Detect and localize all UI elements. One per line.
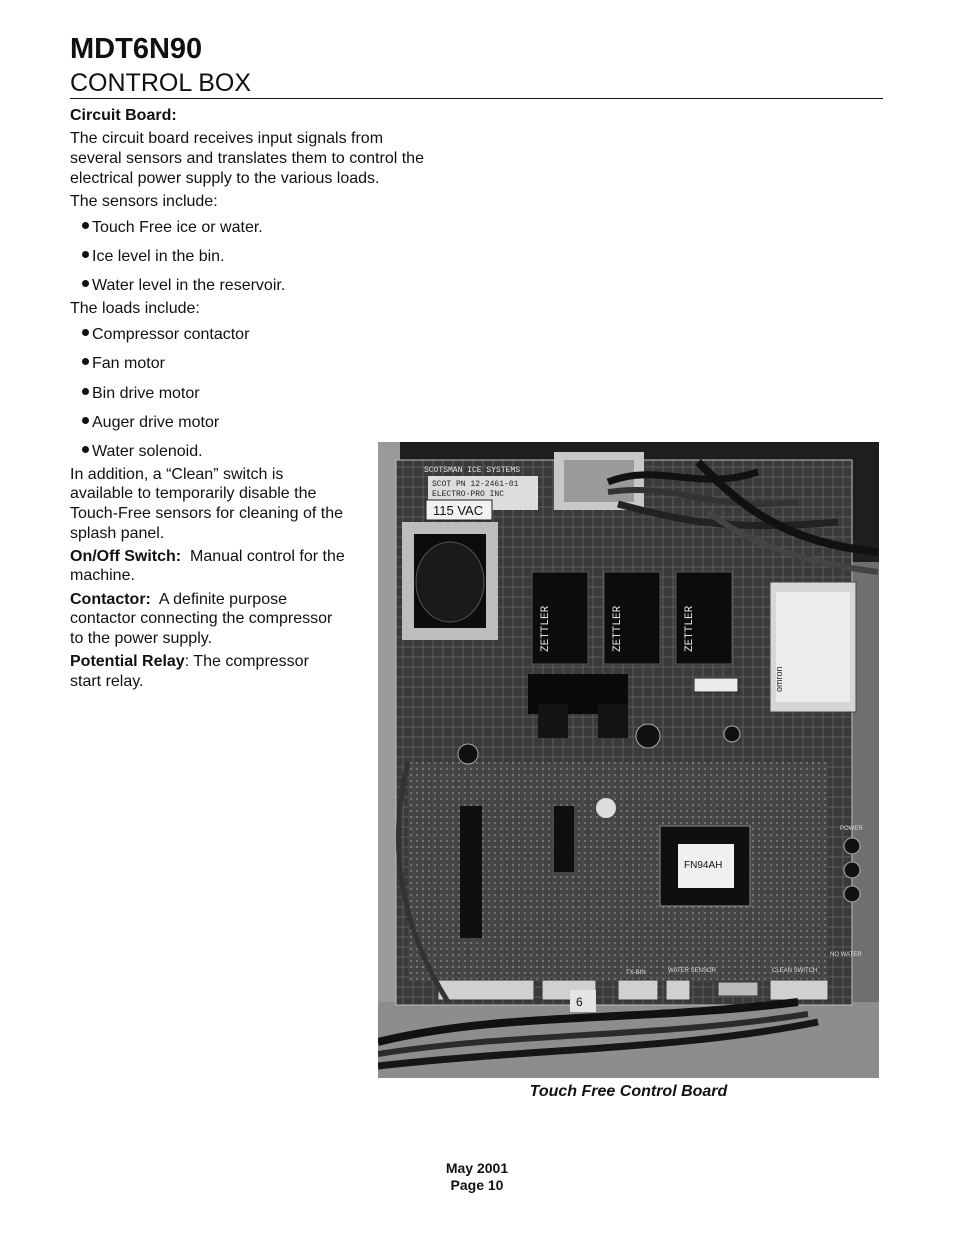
relay2-brand: ZETTLER: [612, 605, 624, 652]
no-water-label: NO WATER: [830, 952, 862, 958]
bullet-icon: [82, 251, 89, 258]
circuit-board-text-line: several sensors and translates them to control the: [70, 150, 424, 167]
relay-line: Potential Relay: The compressor: [70, 653, 309, 670]
sensor-item: Touch Free ice or water.: [82, 218, 263, 238]
contactor-line: to the power supply.: [70, 630, 213, 647]
chip-label: FN94AH: [684, 860, 723, 871]
relay-line: start relay.: [70, 673, 144, 690]
contactor-label: Contactor:: [70, 591, 151, 608]
page-title: MDT6N90: [70, 33, 203, 65]
load-item: Compressor contactor: [82, 325, 249, 345]
footer-date: May 2001: [445, 1160, 509, 1176]
sensor-item: Ice level in the bin.: [82, 247, 225, 267]
clean-text-line: available to temporarily disable the: [70, 485, 317, 502]
title-rule: [70, 98, 883, 99]
relay3-brand: ZETTLER: [684, 605, 696, 652]
load-item: Water solenoid.: [82, 442, 203, 462]
page-footer: [377, 1160, 577, 1194]
photo-caption: Touch Free Control Board: [529, 1083, 728, 1100]
circuit-board-text-line: The circuit board receives input signals from: [70, 130, 384, 147]
bullet-icon: [82, 358, 89, 365]
sensors-intro: The sensors include:: [70, 193, 218, 210]
circuit-board-heading: Circuit Board:: [70, 107, 177, 124]
control-board-photo: [378, 442, 879, 1078]
clean-text-line: In addition, a “Clean” switch is: [70, 466, 284, 483]
power-label: POWER: [840, 826, 863, 832]
bullet-icon: [82, 329, 89, 336]
load-item: Fan motor: [82, 354, 165, 374]
bullet-icon: [82, 222, 89, 229]
onoff-line: On/Off Switch: Manual control for the: [70, 548, 345, 565]
relay1-brand: ZETTLER: [540, 605, 552, 652]
board-brand-label: SCOTSMAN ICE SYSTEMS: [424, 466, 521, 475]
bullet-icon: [82, 417, 89, 424]
tx-bin-label: TX-BIN: [626, 970, 646, 976]
load-item: Auger drive motor: [82, 413, 219, 433]
wire-tag: 6: [576, 995, 583, 1009]
omron-label: omron: [774, 666, 784, 692]
loads-intro: The loads include:: [70, 300, 200, 317]
clean-text-line: Touch-Free sensors for cleaning of the: [70, 505, 344, 522]
circuit-board-text-line: electrical power supply to the various loads.: [70, 170, 380, 187]
contactor-line: Contactor: A definite purpose: [70, 591, 287, 608]
bullet-icon: [82, 280, 89, 287]
clean-text-line: splash panel.: [70, 525, 165, 542]
footer-page-number: Page 10: [450, 1177, 504, 1193]
bullet-icon: [82, 388, 89, 395]
onoff-line: machine.: [70, 567, 135, 584]
clean-switch-label: CLEAN SWITCH: [772, 968, 818, 974]
relay-label: Potential Relay: [70, 653, 185, 670]
section-title: CONTROL BOX: [70, 69, 252, 97]
water-sensor-label: WATER SENSOR: [668, 968, 717, 974]
voltage-label: 115 VAC: [433, 503, 484, 518]
board-pn-label: SCOT PN 12-2461-01: [432, 480, 519, 489]
board-mfr-label: ELECTRO-PRO INC: [432, 490, 505, 499]
contactor-line: contactor connecting the compressor: [70, 610, 333, 627]
load-item: Bin drive motor: [82, 384, 200, 404]
bullet-icon: [82, 446, 89, 453]
onoff-label: On/Off Switch:: [70, 548, 182, 565]
sensor-item: Water level in the reservoir.: [82, 276, 285, 296]
